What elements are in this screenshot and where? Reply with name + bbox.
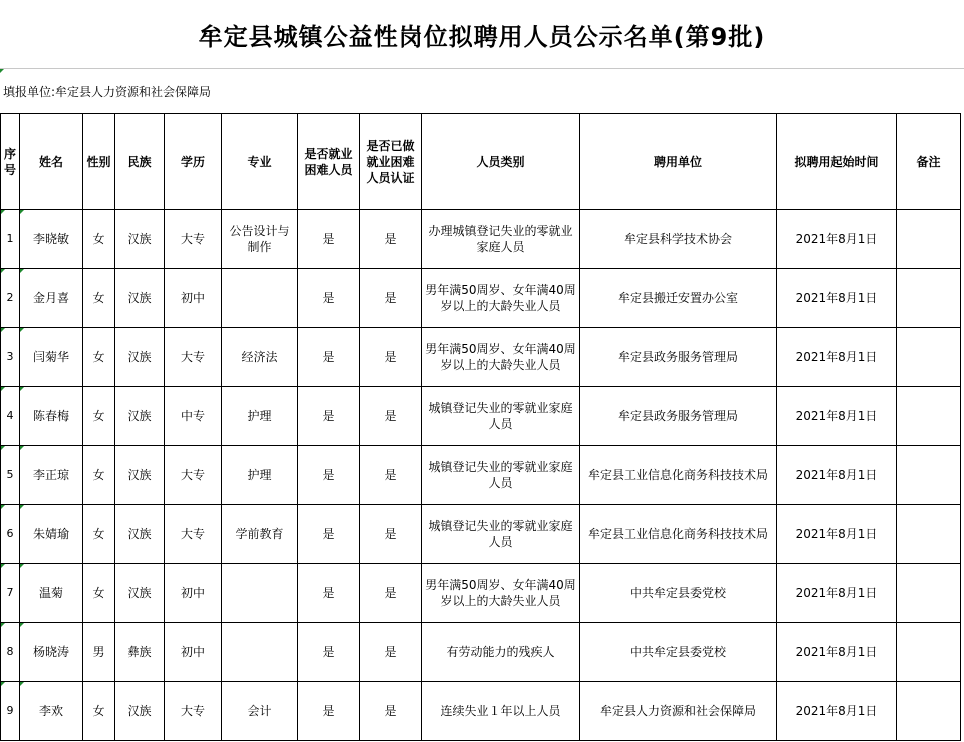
cell-gender[interactable]: 女 [83,682,115,741]
cell-education[interactable]: 大专 [165,682,222,741]
cell-hardship[interactable]: 是 [298,505,360,564]
cell-marker-icon [1,682,5,686]
cell-certified[interactable]: 是 [360,328,422,387]
cell-certified[interactable]: 是 [360,623,422,682]
cell-marker-icon [20,210,24,214]
cell-note[interactable] [897,505,961,564]
cell-major[interactable]: 会计 [222,682,298,741]
cell-ethnic[interactable]: 汉族 [115,387,165,446]
cell-marker-icon [1,210,5,214]
roster-table [0,113,961,741]
cell-name[interactable]: 李正琼 [20,446,83,505]
table-row [1,328,961,387]
cell-gender[interactable]: 女 [83,210,115,269]
cell-major[interactable]: 经济法 [222,328,298,387]
cell-start-date[interactable]: 2021年8月1日 [777,682,897,741]
cell-start-date[interactable]: 2021年8月1日 [777,210,897,269]
cell-major[interactable]: 公告设计与制作 [222,210,298,269]
cell-note[interactable] [897,446,961,505]
cell-education[interactable]: 初中 [165,269,222,328]
cell-note[interactable] [897,387,961,446]
cell-no[interactable]: 8 [1,623,20,682]
cell-category[interactable]: 城镇登记失业的零就业家庭人员 [422,505,580,564]
header-start-date[interactable]: 拟聘用起始时间 [777,114,897,210]
cell-hardship[interactable]: 是 [298,328,360,387]
cell-major[interactable]: 学前教育 [222,505,298,564]
cell-hardship[interactable]: 是 [298,446,360,505]
cell-ethnic[interactable]: 彝族 [115,623,165,682]
cell-no[interactable]: 9 [1,682,20,741]
cell-employer[interactable]: 牟定县工业信息化商务科技技术局 [580,446,777,505]
cell-name[interactable]: 陈春梅 [20,387,83,446]
cell-certified[interactable]: 是 [360,505,422,564]
cell-name[interactable]: 闫菊华 [20,328,83,387]
cell-education[interactable]: 大专 [165,505,222,564]
cell-name[interactable]: 杨晓涛 [20,623,83,682]
header-major[interactable]: 专业 [222,114,298,210]
table-body [1,210,961,741]
cell-education[interactable]: 大专 [165,210,222,269]
table-row [1,682,961,741]
cell-gender[interactable]: 女 [83,564,115,623]
cell-gender[interactable]: 男 [83,623,115,682]
header-note[interactable]: 备注 [897,114,961,210]
cell-major[interactable]: 护理 [222,446,298,505]
cell-start-date[interactable]: 2021年8月1日 [777,564,897,623]
cell-no[interactable]: 1 [1,210,20,269]
cell-no[interactable]: 3 [1,328,20,387]
cell-no[interactable]: 7 [1,564,20,623]
header-category[interactable]: 人员类别 [422,114,580,210]
cell-marker-icon [20,269,24,273]
cell-category[interactable]: 男年满50周岁、女年满40周岁以上的大龄失业人员 [422,564,580,623]
cell-name[interactable]: 金月喜 [20,269,83,328]
cell-ethnic[interactable]: 汉族 [115,564,165,623]
cell-category[interactable]: 连续失业１年以上人员 [422,682,580,741]
cell-marker-icon [20,564,24,568]
cell-ethnic[interactable]: 汉族 [115,446,165,505]
cell-ethnic[interactable]: 汉族 [115,505,165,564]
cell-start-date[interactable]: 2021年8月1日 [777,505,897,564]
cell-marker-icon [1,564,5,568]
cell-no[interactable]: 2 [1,269,20,328]
table-row [1,269,961,328]
cell-certified[interactable]: 是 [360,269,422,328]
table-row [1,564,961,623]
cell-start-date[interactable]: 2021年8月1日 [777,446,897,505]
cell-category[interactable]: 男年满50周岁、女年满40周岁以上的大龄失业人员 [422,269,580,328]
cell-education[interactable]: 大专 [165,328,222,387]
cell-start-date[interactable]: 2021年8月1日 [777,269,897,328]
cell-category[interactable]: 有劳动能力的残疾人 [422,623,580,682]
header-certified[interactable]: 是否已做就业困难人员认证 [360,114,422,210]
cell-category[interactable]: 城镇登记失业的零就业家庭人员 [422,387,580,446]
cell-note[interactable] [897,623,961,682]
cell-no[interactable]: 5 [1,446,20,505]
header-no[interactable]: 序号 [1,114,20,210]
cell-note[interactable] [897,210,961,269]
header-ethnic[interactable]: 民族 [115,114,165,210]
cell-certified[interactable]: 是 [360,387,422,446]
cell-note[interactable] [897,682,961,741]
cell-employer[interactable]: 中共牟定县委党校 [580,564,777,623]
cell-major[interactable]: 护理 [222,387,298,446]
cell-employer[interactable]: 牟定县工业信息化商务科技技术局 [580,505,777,564]
header-row [1,114,961,210]
cell-ethnic[interactable]: 汉族 [115,328,165,387]
cell-marker-icon [1,269,5,273]
table-row [1,446,961,505]
cell-education[interactable]: 大专 [165,446,222,505]
cell-employer[interactable]: 牟定县人力资源和社会保障局 [580,682,777,741]
cell-marker-icon [20,505,24,509]
cell-major[interactable] [222,564,298,623]
cell-marker-icon [1,623,5,627]
cell-marker-icon [1,387,5,391]
cell-no[interactable]: 6 [1,505,20,564]
cell-certified[interactable]: 是 [360,682,422,741]
cell-no[interactable]: 4 [1,387,20,446]
cell-marker-icon [20,682,24,686]
cell-hardship[interactable]: 是 [298,269,360,328]
header-employer[interactable]: 聘用单位 [580,114,777,210]
cell-marker-icon [1,505,5,509]
table-row [1,505,961,564]
cell-start-date[interactable]: 2021年8月1日 [777,623,897,682]
cell-note[interactable] [897,269,961,328]
cell-gender[interactable]: 女 [83,446,115,505]
header-education[interactable]: 学历 [165,114,222,210]
cell-major[interactable] [222,623,298,682]
cell-marker-icon [20,328,24,332]
cell-education[interactable]: 初中 [165,564,222,623]
cell-employer[interactable]: 牟定县政务服务管理局 [580,387,777,446]
cell-marker-icon [20,387,24,391]
cell-ethnic[interactable]: 汉族 [115,210,165,269]
cell-ethnic[interactable]: 汉族 [115,682,165,741]
table-row [1,387,961,446]
cell-category[interactable]: 城镇登记失业的零就业家庭人员 [422,446,580,505]
header-name[interactable]: 姓名 [20,114,83,210]
cell-note[interactable] [897,564,961,623]
table-row [1,210,961,269]
cell-employer[interactable]: 牟定县政务服务管理局 [580,328,777,387]
cell-hardship[interactable]: 是 [298,564,360,623]
cell-gender[interactable]: 女 [83,505,115,564]
cell-education[interactable]: 中专 [165,387,222,446]
cell-gender[interactable]: 女 [83,387,115,446]
cell-employer[interactable]: 牟定县搬迁安置办公室 [580,269,777,328]
cell-name[interactable]: 朱婧瑜 [20,505,83,564]
cell-certified[interactable]: 是 [360,210,422,269]
sheet-title[interactable]: 牟定县城镇公益性岗位拟聘用人员公示名单(第9批) [0,0,964,69]
cell-major[interactable] [222,269,298,328]
header-gender[interactable]: 性别 [83,114,115,210]
cell-marker-icon [1,328,5,332]
cell-category[interactable]: 男年满50周岁、女年满40周岁以上的大龄失业人员 [422,328,580,387]
cell-marker-icon [20,446,24,450]
cell-name[interactable]: 李欢 [20,682,83,741]
cell-employer[interactable]: 牟定县科学技术协会 [580,210,777,269]
cell-marker-icon [20,623,24,627]
header-hardship[interactable]: 是否就业困难人员 [298,114,360,210]
cell-ethnic[interactable]: 汉族 [115,269,165,328]
table-row [1,623,961,682]
cell-hardship[interactable]: 是 [298,623,360,682]
cell-note[interactable] [897,328,961,387]
cell-employer[interactable]: 中共牟定县委党校 [580,623,777,682]
cell-marker-icon [1,446,5,450]
cell-hardship[interactable]: 是 [298,387,360,446]
cell-name[interactable]: 李晓敏 [20,210,83,269]
cell-certified[interactable]: 是 [360,446,422,505]
cell-certified[interactable]: 是 [360,564,422,623]
cell-hardship[interactable]: 是 [298,682,360,741]
reporting-unit[interactable]: 填报单位:牟定县人力资源和社会保障局 [3,84,212,99]
cell-gender[interactable]: 女 [83,269,115,328]
cell-start-date[interactable]: 2021年8月1日 [777,328,897,387]
cell-gender[interactable]: 女 [83,328,115,387]
cell-category[interactable]: 办理城镇登记失业的零就业家庭人员 [422,210,580,269]
cell-education[interactable]: 初中 [165,623,222,682]
cell-start-date[interactable]: 2021年8月1日 [777,387,897,446]
cell-hardship[interactable]: 是 [298,210,360,269]
cell-name[interactable]: 温菊 [20,564,83,623]
